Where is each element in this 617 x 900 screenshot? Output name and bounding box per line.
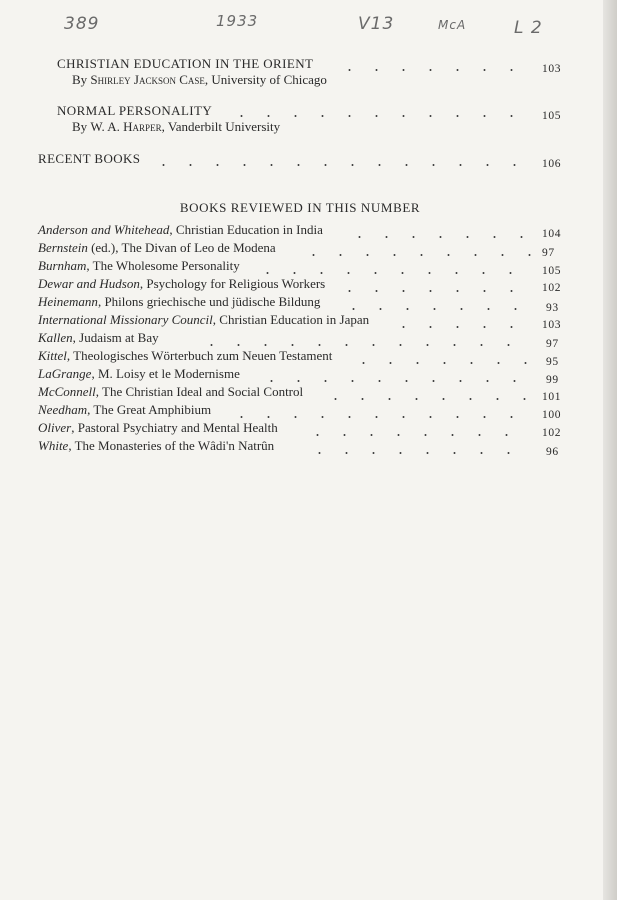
book-title: , The Christian Ideal and Social Control: [95, 384, 304, 399]
book-page: 104: [542, 228, 562, 240]
leader-dots: [228, 115, 533, 117]
author-name: W. A. Harper: [90, 119, 162, 134]
contents-title-3: RECENT BOOKS: [38, 151, 141, 166]
author-affiliation: , Vanderbilt University: [161, 119, 281, 134]
book-title: , Christian Education in Japan: [212, 312, 370, 327]
book-title: , Pastoral Psychiatry and Mental Health: [71, 420, 278, 435]
book-title: , Theologisches Wörterbuch zum Neuen Testament: [66, 348, 333, 363]
leader-dots: [336, 69, 532, 71]
book-author: Oliver: [38, 420, 72, 435]
book-author: Dewar and Hudson: [38, 276, 140, 291]
book-author: Anderson and Whitehead: [38, 222, 170, 237]
binding-edge: [603, 0, 617, 900]
book-title: , Judaism at Bay: [72, 330, 159, 345]
leader-dots: [340, 308, 532, 310]
book-author: LaGrange: [38, 366, 92, 381]
book-entry: [38, 384, 303, 400]
margin-note-1: 389: [64, 14, 100, 34]
leader-dots: [254, 272, 532, 274]
leader-dots: [390, 326, 532, 328]
book-page: 99: [546, 374, 559, 386]
author-prefix: By: [72, 119, 88, 134]
contents-title-1: CHRISTIAN EDUCATION IN THE ORIENT: [57, 56, 314, 71]
book-entry: [38, 366, 240, 382]
contents-page-3: 106: [542, 158, 562, 170]
leader-dots: [228, 416, 532, 418]
book-page: 97: [542, 247, 555, 259]
book-author: McConnell: [38, 384, 96, 399]
book-entry: [38, 402, 211, 418]
book-author: White: [38, 438, 69, 453]
leader-dots: [258, 380, 532, 382]
contents-author-line-2: [72, 119, 280, 135]
book-entry: [38, 294, 320, 310]
books-reviewed-heading: BOOKS REVIEWED IN THIS NUMBER: [179, 200, 421, 215]
leader-dots: [306, 452, 532, 454]
book-page: 102: [542, 282, 562, 294]
book-page: 95: [546, 356, 559, 368]
book-page: 97: [546, 338, 559, 350]
leader-dots: [346, 236, 532, 238]
leader-dots: [198, 344, 532, 346]
book-entry: [38, 348, 332, 364]
author-prefix: By: [72, 72, 88, 87]
contents-title-2: NORMAL PERSONALITY: [57, 103, 213, 118]
book-title: , Psychology for Religious Workers: [139, 276, 326, 291]
book-page: 93: [546, 302, 559, 314]
book-title: , Christian Education in India: [169, 222, 323, 237]
margin-note-5: L 2: [514, 18, 543, 38]
book-title: , The Great Amphibium: [87, 402, 212, 417]
book-page: 100: [542, 409, 562, 421]
contents-author-line-1: [72, 72, 327, 88]
book-author: International Missionary Council: [38, 312, 213, 327]
book-page: 103: [542, 319, 562, 331]
book-title: , M. Loisy et le Modernisme: [91, 366, 240, 381]
book-entry: [38, 258, 240, 274]
author-name: Shirley Jackson Case: [90, 72, 205, 87]
book-page: 101: [542, 391, 562, 403]
book-page: 105: [542, 265, 562, 277]
book-title: , The Wholesome Personality: [86, 258, 240, 273]
book-entry: [38, 240, 276, 256]
book-author: Burnham: [38, 258, 87, 273]
leader-dots: [322, 398, 532, 400]
book-page: 96: [546, 446, 559, 458]
book-title: , The Monasteries of the Wâdi'n Natrûn: [68, 438, 275, 453]
book-entry: [38, 222, 323, 238]
book-title: (ed.), The Divan of Leo de Modena: [87, 240, 276, 255]
book-entry: [38, 438, 274, 454]
leader-dots: [304, 434, 532, 436]
leader-dots: [150, 164, 532, 166]
book-author: Kittel: [38, 348, 67, 363]
margin-note-4: McA: [438, 18, 467, 32]
book-author: Needham: [38, 402, 88, 417]
book-entry: [38, 276, 325, 292]
author-affiliation: , University of Chicago: [204, 72, 327, 87]
book-entry: [38, 312, 369, 328]
leader-dots: [300, 254, 532, 256]
book-entry: [38, 330, 159, 346]
book-title: , Philons griechische und jüdische Bildung: [97, 294, 321, 309]
book-entry: [38, 420, 278, 436]
margin-note-3: V13: [358, 14, 395, 34]
book-author: Bernstein: [38, 240, 88, 255]
leader-dots: [350, 362, 532, 364]
book-author: Heinemann: [38, 294, 98, 309]
contents-page-2: 105: [542, 110, 562, 122]
book-author: Kallen: [38, 330, 73, 345]
margin-note-2: 1933: [216, 12, 259, 30]
book-page: 102: [542, 427, 562, 439]
leader-dots: [336, 290, 532, 292]
contents-page-1: 103: [542, 63, 562, 75]
